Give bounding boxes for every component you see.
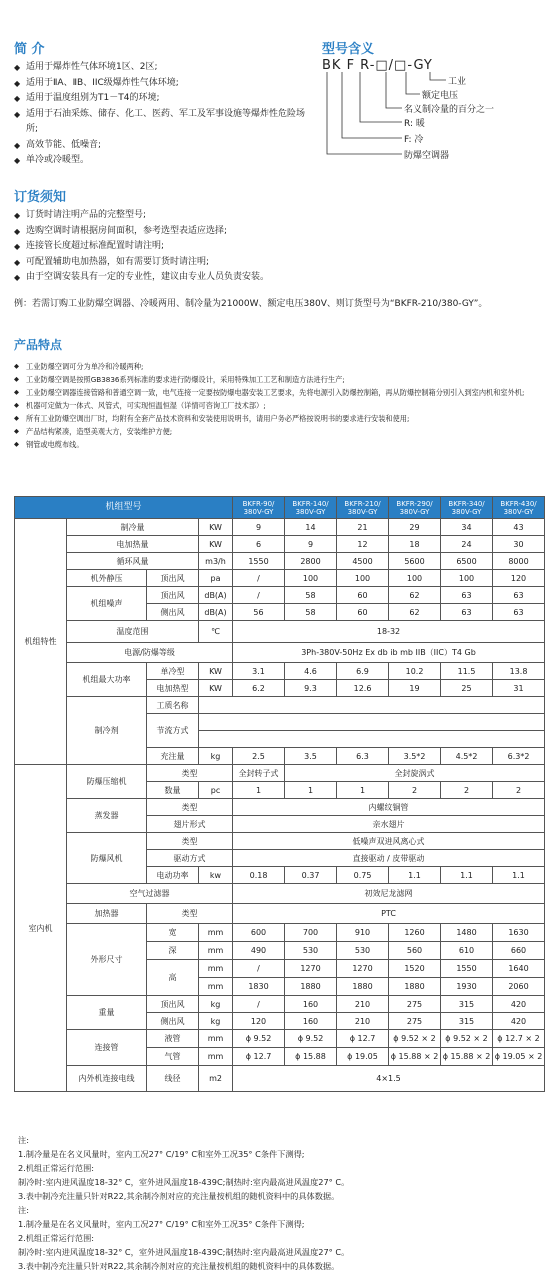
cell: 610 <box>441 942 493 960</box>
cell: 160 <box>285 996 337 1013</box>
cell: 100 <box>441 570 493 587</box>
cell: ϕ 15.88 <box>285 1048 337 1066</box>
group-label: 机组特性 <box>15 519 67 765</box>
order-example: 例：若需订购工业防爆空调器、冷暖两用、制冷量为21000W、额定电压380V、则订货型号为“BKFR-210/380-GY”。 <box>14 299 488 309</box>
cell: 30 <box>493 536 545 553</box>
model-label: 防爆空调器 <box>404 151 450 161</box>
row-label: 防爆压缩机 <box>67 765 147 799</box>
list-item: ◆ 工业防爆空调器连接管路和普通空调一致，电气连接一定要按防爆电器安装工艺要求，先将电源引入防爆控制箱，再从防爆控制箱分别引入到室内机和室外机; <box>14 386 529 399</box>
note-line: 制冷时:室内进风温度18-32° C，室外进风温度18-439C;制热时:室内最高进风温度27° C。 <box>18 1247 350 1257</box>
cell: 18 <box>389 536 441 553</box>
cell: ϕ 15.88 × 2 <box>441 1048 493 1066</box>
cell: 3.1 <box>233 663 285 680</box>
note-line: 3.表中制冷充注量只针对R22,其余制冷剂对应的充注量按机组的随机资料中的具体数据。 <box>18 1191 340 1201</box>
cell: 8000 <box>493 553 545 570</box>
cell: 63 <box>441 587 493 604</box>
cell: 2060 <box>493 978 545 996</box>
row-label: 内外机连接电线 <box>67 1066 147 1092</box>
cell: 4500 <box>337 553 389 570</box>
sub-label: 高 <box>147 960 199 996</box>
list-item: ◆ 连接管长度超过标准配置时请注明; <box>14 239 534 255</box>
cell: 1880 <box>389 978 441 996</box>
order-list <box>14 208 534 286</box>
list-item: ◆ 选购空调时请根据房间面积，参考选型表适应选择; <box>14 224 534 240</box>
cell: 1480 <box>441 924 493 942</box>
cell: 18-32 <box>233 621 545 643</box>
cell: ϕ 15.88 × 2 <box>389 1048 441 1066</box>
cell: 700 <box>285 924 337 942</box>
cell: 1880 <box>285 978 337 996</box>
cell: 1 <box>285 782 337 799</box>
unit: mm <box>199 924 233 942</box>
model-header: BKFR-340/ 380V-GY <box>441 497 493 519</box>
cell: 9.3 <box>285 680 337 697</box>
cell: ϕ 19.05 <box>337 1048 389 1066</box>
cell: 1.1 <box>389 867 441 884</box>
sub-label: 类型 <box>147 799 233 816</box>
cell: 1270 <box>337 960 389 978</box>
model-label: R: 暖 <box>404 119 425 129</box>
cell: 2 <box>389 782 441 799</box>
unit: dB(A) <box>199 604 233 621</box>
cell: 34 <box>441 519 493 536</box>
cell: 100 <box>389 570 441 587</box>
unit: kg <box>199 996 233 1013</box>
row-label: 机组噪声 <box>67 587 147 621</box>
cell: 24 <box>441 536 493 553</box>
cell: 60 <box>337 587 389 604</box>
cell: 3Ph-380V-50Hz Ex db ib mb IIB（IIC）T4 Gb <box>233 643 545 663</box>
list-item: ◆ 产品结构紧凑，造型美观大方，安装维护方便; <box>14 425 529 438</box>
cell: 21 <box>337 519 389 536</box>
cell: ϕ 9.52 × 2 <box>389 1030 441 1048</box>
cell: 1550 <box>233 553 285 570</box>
cell: 1 <box>233 782 285 799</box>
spec-table <box>14 496 545 1092</box>
row-label: 连接管 <box>67 1030 147 1066</box>
sub-label: 顶出风 <box>147 587 199 604</box>
cell: 低噪声双进风离心式 <box>233 833 545 850</box>
cell: 4.5*2 <box>441 748 493 765</box>
unit: kw <box>199 867 233 884</box>
note-line: 2.机组正常运行范围: <box>18 1163 95 1173</box>
cell: 1520 <box>389 960 441 978</box>
cell: 62 <box>389 587 441 604</box>
cell: 全封转子式 <box>233 765 285 782</box>
cell: 12.6 <box>337 680 389 697</box>
sub-label: 翅片形式 <box>147 816 233 833</box>
group-label: 室内机 <box>15 765 67 1092</box>
cell: ϕ 9.52 × 2 <box>441 1030 493 1048</box>
model-meaning-title: 型号含义 <box>322 42 375 57</box>
cell: 6.3 <box>337 748 389 765</box>
sub-label: 侧出风 <box>147 604 199 621</box>
cell: 4.6 <box>285 663 337 680</box>
list-item: ◆ 高效节能、低噪音; <box>14 138 314 154</box>
row-label: 电加热量 <box>67 536 199 553</box>
cell: 56 <box>233 604 285 621</box>
row-label: 蒸发器 <box>67 799 147 833</box>
features-title: 产品特点 <box>14 338 63 352</box>
cell: 63 <box>493 604 545 621</box>
sub-label: 电加热型 <box>147 680 199 697</box>
list-item: ◆ 机器可定做为一体式、风管式，可实现恒温恒湿（详情可咨询工厂技术部）; <box>14 399 529 412</box>
sub-label: 类型 <box>147 904 233 924</box>
cell: 直接驱动 / 皮带驱动 <box>233 850 545 867</box>
sub-label: 宽 <box>147 924 199 942</box>
cell: / <box>233 570 285 587</box>
note-line: 1.制冷量是在名义风量时，室内工况27° C/19° C和室外工况35° C条件下测得; <box>18 1219 305 1229</box>
cell: / <box>233 996 285 1013</box>
cell: 6.2 <box>233 680 285 697</box>
cell <box>199 697 545 714</box>
cell: 100 <box>285 570 337 587</box>
cell: 315 <box>441 1013 493 1030</box>
list-item: ◆ 适用于ⅡA、ⅡB、IIC级爆炸性气体环境; <box>14 76 314 92</box>
list-item: ◆ 单冷或冷暖型。 <box>14 153 314 169</box>
cell: 660 <box>493 942 545 960</box>
notes <box>18 1133 349 1273</box>
intro-title: 简 介 <box>14 42 45 57</box>
cell: 11.5 <box>441 663 493 680</box>
cell: 0.75 <box>337 867 389 884</box>
row-label: 加热器 <box>67 904 147 924</box>
cell: 1930 <box>441 978 493 996</box>
cell: / <box>233 960 285 978</box>
unit: dB(A) <box>199 587 233 604</box>
cell: 14 <box>285 519 337 536</box>
cell: 600 <box>233 924 285 942</box>
cell: 420 <box>493 1013 545 1030</box>
cell: 全封旋涡式 <box>285 765 545 782</box>
note-line: 1.制冷量是在名义风量时，室内工况27° C/19° C和室外工况35° C条件下测得; <box>18 1149 305 1159</box>
cell: 13.8 <box>493 663 545 680</box>
unit: m2 <box>199 1066 233 1092</box>
cell: 9 <box>285 536 337 553</box>
note-line: 3.表中制冷充注量只针对R22,其余制冷剂对应的充注量按机组的随机资料中的具体数据。 <box>18 1261 340 1271</box>
unit: kg <box>199 1013 233 1030</box>
cell: 43 <box>493 519 545 536</box>
cell: 1550 <box>441 960 493 978</box>
sub-label: 侧出风 <box>147 1013 199 1030</box>
model-header: BKFR-210/ 380V-GY <box>337 497 389 519</box>
cell: 1630 <box>493 924 545 942</box>
unit: mm <box>199 1048 233 1066</box>
cell: 420 <box>493 996 545 1013</box>
row-label: 电源/防爆等级 <box>67 643 233 663</box>
list-item: ◆ 所有工业防爆空调出厂时，均附有全套产品技术资料和安装使用说明书，请用户务必严格按说明书的要求进行安装和使用; <box>14 412 529 425</box>
row-label: 制冷量 <box>67 519 199 536</box>
sub-label: 类型 <box>147 833 233 850</box>
cell: 63 <box>493 587 545 604</box>
row-label: 机外静压 <box>67 570 147 587</box>
model-label: 名义制冷量的百分之一 <box>404 105 495 115</box>
cell: 3.5*2 <box>389 748 441 765</box>
cell: 100 <box>337 570 389 587</box>
model-label: 额定电压 <box>422 91 459 101</box>
cell: 19 <box>389 680 441 697</box>
cell: 6500 <box>441 553 493 570</box>
cell: 1.1 <box>441 867 493 884</box>
cell: 2.5 <box>233 748 285 765</box>
unit: kg <box>199 748 233 765</box>
unit: KW <box>199 536 233 553</box>
cell: 10.2 <box>389 663 441 680</box>
cell: 275 <box>389 1013 441 1030</box>
unit: mm <box>199 978 233 996</box>
cell: 58 <box>285 604 337 621</box>
unit: mm <box>199 960 233 978</box>
list-item: ◆ 适用于爆炸性气体环境1区、2区; <box>14 60 314 76</box>
cell: 530 <box>285 942 337 960</box>
unit: KW <box>199 680 233 697</box>
cell: ϕ 9.52 <box>285 1030 337 1048</box>
row-label: 循环风量 <box>67 553 199 570</box>
cell: 31 <box>493 680 545 697</box>
sub-label: 电动功率 <box>147 867 199 884</box>
row-label: 制冷剂 <box>67 697 147 765</box>
list-item: ◆ 工业防爆空调可分为单冷和冷暖两种; <box>14 360 529 373</box>
note-line: 注: <box>18 1135 29 1145</box>
sub-label: 气管 <box>147 1048 199 1066</box>
model-label: 工业 <box>448 77 467 87</box>
row-label: 机组最大功率 <box>67 663 147 697</box>
order-title: 订货须知 <box>14 190 67 205</box>
cell: 1270 <box>285 960 337 978</box>
unit: pc <box>199 782 233 799</box>
cell: 275 <box>389 996 441 1013</box>
cell: 530 <box>337 942 389 960</box>
note-line: 制冷时:室内进风温度18-32° C，室外进风温度18-439C;制热时:室内最高进风温度27° C。 <box>18 1177 350 1187</box>
cell: 1.1 <box>493 867 545 884</box>
row-label: 防爆风机 <box>67 833 147 884</box>
cell: 560 <box>389 942 441 960</box>
sub-label: 驱动方式 <box>147 850 233 867</box>
list-item: ◆ 由于空调安装具有一定的专业性，建议由专业人员负责安装。 <box>14 270 534 286</box>
cell: 0.18 <box>233 867 285 884</box>
cell: 120 <box>233 1013 285 1030</box>
unit: mm <box>199 1030 233 1048</box>
cell: 315 <box>441 996 493 1013</box>
cell: 1640 <box>493 960 545 978</box>
cell: 160 <box>285 1013 337 1030</box>
cell: / <box>233 587 285 604</box>
cell: 2 <box>441 782 493 799</box>
sub-label: 深 <box>147 942 199 960</box>
unit: ℃ <box>199 621 233 643</box>
sub-label: 类型 <box>147 765 233 782</box>
cell: 29 <box>389 519 441 536</box>
cell: 0.37 <box>285 867 337 884</box>
row-label: 外形尺寸 <box>67 924 147 996</box>
list-item: ◆ 可配置辅助电加热器，如有需要订货时请注明; <box>14 255 534 271</box>
cell: 5600 <box>389 553 441 570</box>
model-header: BKFR-140/ 380V-GY <box>285 497 337 519</box>
cell: 210 <box>337 996 389 1013</box>
cell: 910 <box>337 924 389 942</box>
cell: ϕ 12.7 × 2 <box>493 1030 545 1048</box>
cell: 1 <box>337 782 389 799</box>
row-label: 重量 <box>67 996 147 1030</box>
row-label: 温度范围 <box>67 621 199 643</box>
table-header: 机组型号 <box>15 497 233 519</box>
cell: 9 <box>233 519 285 536</box>
model-label: F: 冷 <box>404 135 424 145</box>
cell: 6.9 <box>337 663 389 680</box>
model-meaning-diagram <box>322 58 552 178</box>
cell <box>199 731 545 748</box>
sub-label: 液管 <box>147 1030 199 1048</box>
note-line: 注: <box>18 1205 29 1215</box>
intro-list <box>14 60 314 169</box>
cell: 63 <box>441 604 493 621</box>
cell <box>199 714 545 731</box>
sub-label: 充注量 <box>147 748 199 765</box>
cell: PTC <box>233 904 545 924</box>
list-item: ◆ 钢管或电缆布线。 <box>14 438 529 451</box>
unit: m3/h <box>199 553 233 570</box>
sub-label: 线径 <box>147 1066 199 1092</box>
unit: mm <box>199 942 233 960</box>
row-label: 空气过滤器 <box>67 884 233 904</box>
cell: 2 <box>493 782 545 799</box>
cell: 1880 <box>337 978 389 996</box>
features-list <box>14 360 529 451</box>
list-item: ◆ 订货时请注明产品的完整型号; <box>14 208 534 224</box>
model-code: BK F R-□/□-GY <box>322 58 433 73</box>
cell: 6 <box>233 536 285 553</box>
cell: 1260 <box>389 924 441 942</box>
sub-label: 单冷型 <box>147 663 199 680</box>
sub-label: 顶出风 <box>147 996 199 1013</box>
list-item: ◆ 适用于温度组别为T1－T4的环境; <box>14 91 314 107</box>
cell: 初效尼龙滤网 <box>233 884 545 904</box>
model-header: BKFR-90/ 380V-GY <box>233 497 285 519</box>
list-item: ◆ 工业防爆空调是按照GB3836系列标准的要求进行防爆设计，采用特殊加工工艺和制造方法进行生产; <box>14 373 529 386</box>
cell: 120 <box>493 570 545 587</box>
sub-label: 顶出风 <box>147 570 199 587</box>
cell: 1830 <box>233 978 285 996</box>
cell: 3.5 <box>285 748 337 765</box>
unit: pa <box>199 570 233 587</box>
cell: 62 <box>389 604 441 621</box>
cell: ϕ 12.7 <box>337 1030 389 1048</box>
unit: KW <box>199 663 233 680</box>
unit: KW <box>199 519 233 536</box>
cell: 490 <box>233 942 285 960</box>
cell: 6.3*2 <box>493 748 545 765</box>
model-header: BKFR-290/ 380V-GY <box>389 497 441 519</box>
model-header: BKFR-430/ 380V-GY <box>493 497 545 519</box>
cell: ϕ 9.52 <box>233 1030 285 1048</box>
cell: 亲水翅片 <box>233 816 545 833</box>
cell: 60 <box>337 604 389 621</box>
sub-label: 工质名称 <box>147 697 199 714</box>
cell: 210 <box>337 1013 389 1030</box>
cell: 12 <box>337 536 389 553</box>
cell: 4×1.5 <box>233 1066 545 1092</box>
sub-label: 节流方式 <box>147 714 199 748</box>
cell: 25 <box>441 680 493 697</box>
cell: 2800 <box>285 553 337 570</box>
note-line: 2.机组正常运行范围: <box>18 1233 95 1243</box>
cell: ϕ 12.7 <box>233 1048 285 1066</box>
cell: ϕ 19.05 × 2 <box>493 1048 545 1066</box>
list-item: ◆ 适用于石油采炼、储存、化工、医药、军工及军事设施等爆炸性危险场所; <box>14 107 314 138</box>
cell: 58 <box>285 587 337 604</box>
sub-label: 数量 <box>147 782 199 799</box>
cell: 内螺纹铜管 <box>233 799 545 816</box>
